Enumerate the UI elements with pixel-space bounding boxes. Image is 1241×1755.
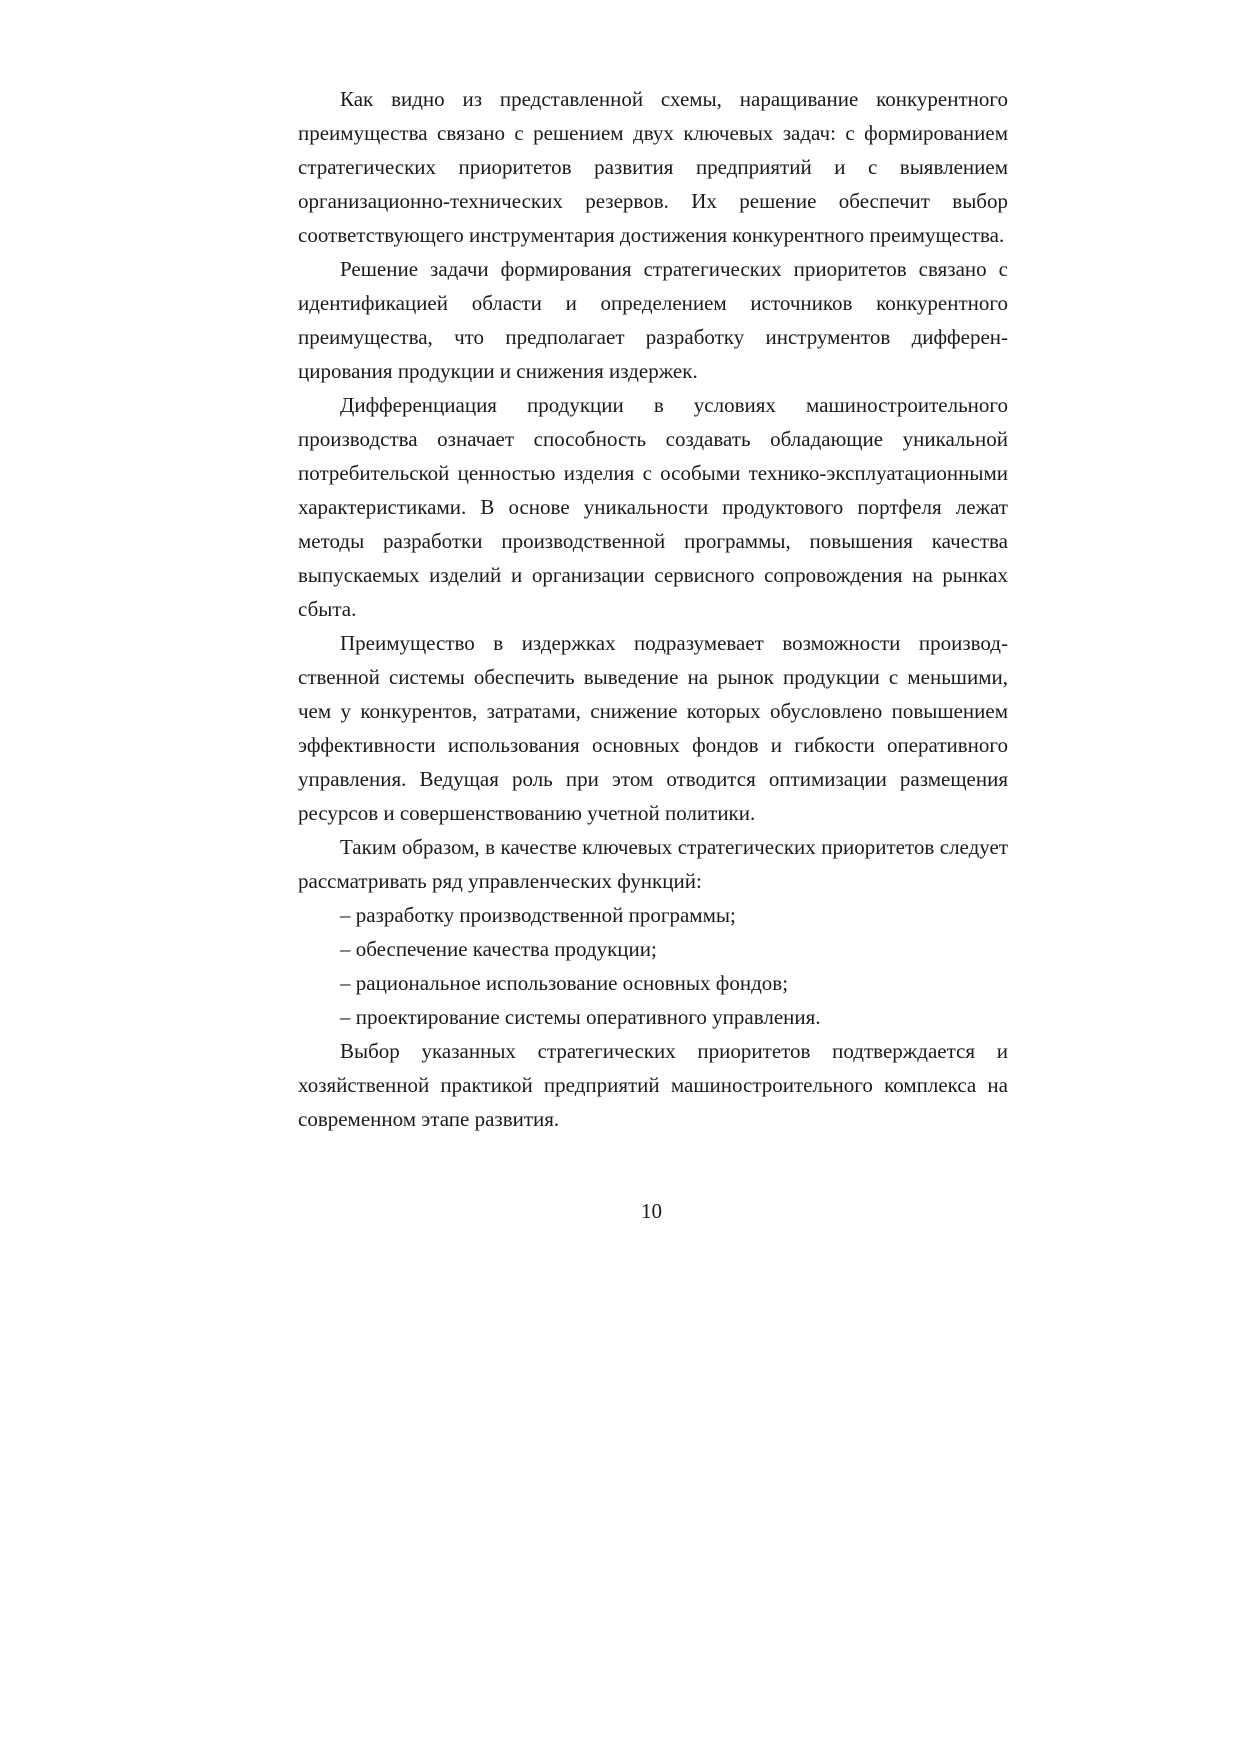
paragraph-closing: Выбор указанных стратегических приоритетов подтверждается и хозяйственной практикой предприятий машиностроительного комплекса на современном этапе развития.	[298, 1039, 1008, 1131]
list-item: – разработку производственной программы;	[340, 903, 736, 927]
page-number: 10	[641, 1199, 662, 1223]
paragraph-key-functions: Таким образом, в качестве ключевых стратегических приоритетов следует рассматривать ряд управленческих функций:	[298, 835, 1008, 893]
paragraph-product-differentiation: Дифференциация продукции в условиях машиностроительного производства означает способность создавать обладающие уникальной потребительской ценностью изделия с особыми технико-эксплуатационными характеристиками. В основе уникальности продуктового портфеля лежат методы разработки производственной программы, повышения качества выпускаемых изделий и организации сервисного сопровождения на рынках сбыта.	[298, 393, 1008, 621]
list-item: – обеспечение качества продукции;	[340, 937, 657, 961]
list-item: – рациональное использование основных фондов;	[340, 971, 789, 995]
paragraph-cost-advantage: Преимущество в издержках подразумевает возможности производственной системы обеспечить выведение на рынок продукции с меньшими, чем у конкурентов, затратами, снижение которых обусловлено повышением эффективности использования основных фондов и гибкости оперативного управления. Ведущая роль при этом отводится оптимизации размещения ресурсов и совершенствованию учетной политики.	[298, 631, 1008, 825]
body-text	[298, 82, 1008, 1136]
paragraph-strategic-priorities: Решение задачи формирования стратегических приоритетов связано с идентификацией области и определением источников конкурентного преимущества, что предполагает разработку инструментов дифференцирования продукции и снижения издержек.	[298, 257, 1008, 383]
list-item: – проектирование системы оперативного управления.	[340, 1005, 821, 1029]
paragraph-intro: Как видно из представленной схемы, наращивание конкурентного преимущества связано с решением двух ключевых задач: с формированием стратегических приоритетов развития предприятий и с выявлением организационно-технических резервов. Их решение обеспечит выбор соответствующего инструментария достижения конкурентного преимущества.	[298, 87, 1008, 247]
